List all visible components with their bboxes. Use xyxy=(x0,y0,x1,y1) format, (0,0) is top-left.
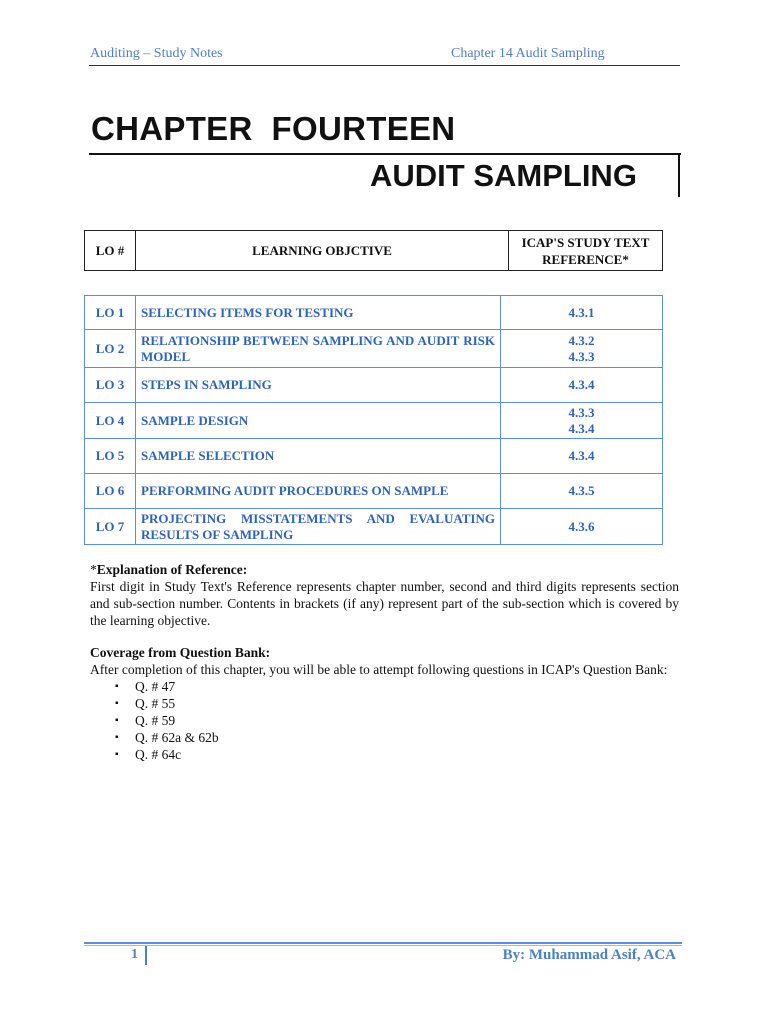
lo-objective: STEPS IN SAMPLING xyxy=(136,368,501,403)
reference-value: 4.3.4 xyxy=(568,448,595,463)
explanation-star: * xyxy=(90,562,97,577)
explanation-heading xyxy=(90,561,679,578)
lo-objective: SAMPLE SELECTION xyxy=(136,439,501,474)
lo-objective: SELECTING ITEMS FOR TESTING xyxy=(136,296,501,330)
bullet-icon: ▪ xyxy=(115,698,119,709)
table-row xyxy=(85,330,663,368)
footer-divider xyxy=(84,942,682,944)
lo-objective: PROJECTING MISSTATEMENTS AND EVALUATING RESULTS OF SAMPLING xyxy=(136,509,501,545)
table-row xyxy=(85,296,663,330)
lo-number: LO 5 xyxy=(85,439,136,474)
header-reference-cell xyxy=(509,231,663,271)
lo-number: LO 6 xyxy=(85,474,136,509)
lo-objective: PERFORMING AUDIT PROCEDURES ON SAMPLE xyxy=(136,474,501,509)
list-item xyxy=(90,695,679,712)
bullet-icon: ▪ xyxy=(115,715,119,726)
lo-reference xyxy=(501,403,663,439)
header-divider xyxy=(89,65,680,66)
header-objective-cell: LEARNING OBJCTIVE xyxy=(136,231,509,271)
list-item xyxy=(90,746,679,763)
table-row xyxy=(85,368,663,403)
bullet-icon: ▪ xyxy=(115,749,119,760)
lo-reference xyxy=(501,439,663,474)
table-row xyxy=(85,509,663,545)
list-item xyxy=(90,712,679,729)
reference-value: 4.3.3 xyxy=(568,348,595,364)
reference-value: 4.3.1 xyxy=(568,304,595,320)
lo-reference xyxy=(501,368,663,403)
lo-number: LO 7 xyxy=(85,509,136,545)
header-lo-cell: LO # xyxy=(85,231,136,271)
header-right-text: Chapter 14 Audit Sampling xyxy=(451,46,605,61)
question-number: Q. # 62a & 62b xyxy=(135,730,219,745)
reference-value: 4.3.2 xyxy=(568,332,595,348)
lo-number: LO 4 xyxy=(85,403,136,439)
footer-divider-thin xyxy=(84,945,682,946)
explanation-heading-text: Explanation of Reference: xyxy=(96,562,248,577)
lo-number: LO 2 xyxy=(85,330,136,368)
bullet-icon: ▪ xyxy=(115,681,119,692)
table-row xyxy=(85,474,663,509)
chapter-subtitle: AUDIT SAMPLING xyxy=(370,158,637,193)
lo-reference xyxy=(501,474,663,509)
question-number: Q. # 59 xyxy=(135,713,176,728)
reference-value: 4.3.3 xyxy=(568,404,595,420)
objectives-table xyxy=(84,295,663,545)
question-number: Q. # 64c xyxy=(135,747,182,762)
list-item xyxy=(90,678,679,695)
footer-author: By: Muhammad Asif, ACA xyxy=(502,947,676,963)
lo-reference xyxy=(501,296,663,330)
reference-explanation xyxy=(90,561,679,629)
lo-objective: SAMPLE DESIGN xyxy=(136,403,501,439)
header-reference-line2: REFERENCE* xyxy=(542,251,629,267)
header-left-text: Auditing – Study Notes xyxy=(90,46,223,61)
lo-number: LO 3 xyxy=(85,368,136,403)
reference-value: 4.3.4 xyxy=(568,420,595,436)
question-bank-coverage xyxy=(90,644,679,763)
table-row xyxy=(85,439,663,474)
page-number-bar xyxy=(145,946,147,965)
lo-reference xyxy=(501,330,663,368)
table-row xyxy=(85,403,663,439)
lo-objective: RELATIONSHIP BETWEEN SAMPLING AND AUDIT RISK MODEL xyxy=(136,330,501,368)
coverage-heading: Coverage from Question Bank: xyxy=(90,645,271,660)
title-vertical-bar xyxy=(678,155,680,197)
list-item xyxy=(90,729,679,746)
reference-value: 4.3.4 xyxy=(568,377,595,392)
coverage-text: After completion of this chapter, you will be able to attempt following questions in ICAP's Question Bank: xyxy=(90,662,668,677)
reference-value: 4.3.5 xyxy=(568,483,595,498)
reference-value: 4.3.6 xyxy=(568,518,595,534)
page-number: 1 xyxy=(131,947,138,962)
question-number: Q. # 47 xyxy=(135,679,176,694)
lo-number: LO 1 xyxy=(85,296,136,330)
explanation-text: First digit in Study Text's Reference represents chapter number, second and third digits represents section and sub-section number. Contents in brackets (if any) represent part of the sub-section which is covered by the learning objective. xyxy=(90,579,679,628)
objectives-header-table xyxy=(84,230,663,271)
title-divider xyxy=(89,153,681,155)
question-number: Q. # 55 xyxy=(135,696,176,711)
lo-reference xyxy=(501,509,663,545)
chapter-title: CHAPTER FOURTEEN xyxy=(91,110,456,147)
header-reference-line1: ICAP'S STUDY TEXT xyxy=(521,234,650,250)
question-list xyxy=(90,678,679,763)
bullet-icon: ▪ xyxy=(115,732,119,743)
